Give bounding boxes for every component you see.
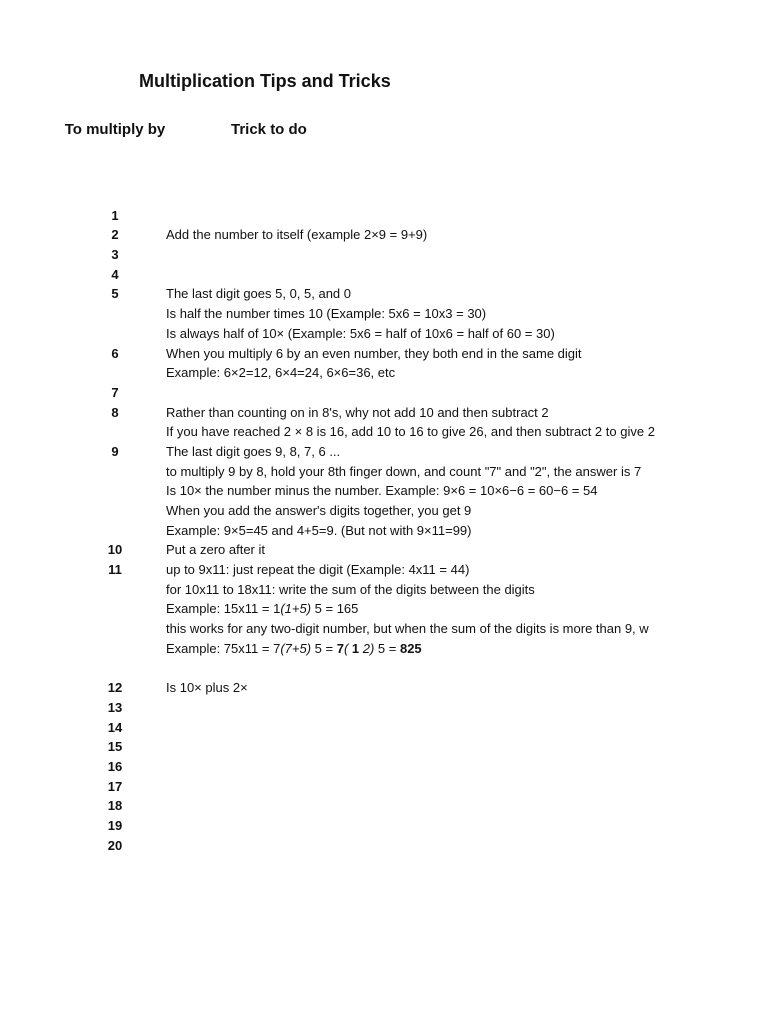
multiplier-number: 10: [107, 542, 123, 558]
multiplier-number: 13: [107, 699, 123, 715]
table-row: [0, 540, 684, 560]
table-row: [0, 442, 684, 462]
trick-text-segment: 1: [351, 640, 360, 656]
trick-text-segment: (7+5): [280, 640, 312, 656]
trick-text: Is always half of 10× (Example: 5x6 = half of 10x6 = half of 60 = 30): [166, 325, 555, 341]
trick-text: Example: 6×2=12, 6×4=24, 6×6=36, etc: [166, 365, 396, 381]
multiplier-number: 9: [111, 443, 119, 459]
trick-text: When you add the answer's digits together, you get 9: [166, 503, 472, 518]
multiplier-number: 16: [107, 758, 123, 774]
trick-text-segment: Example: 15x11 = 1: [166, 601, 281, 617]
column-header-multiply: To multiply by: [64, 121, 166, 138]
trick-text-segment: (1+5): [280, 601, 312, 617]
trick-text-segment: (: [343, 640, 352, 656]
trick-text: The last digit goes 9, 8, 7, 6 ...: [166, 443, 341, 459]
trick-text: If you have reached 2 × 8 is 16, add 10 to 16 to give 26, and then subtract 2 to give 2: [166, 424, 655, 440]
page-title: Multiplication Tips and Tricks: [139, 71, 391, 91]
trick-text-segment: 5 = 165: [311, 601, 359, 617]
multiplier-number: 20: [107, 837, 123, 853]
multiplier-number: 18: [107, 798, 123, 814]
table-row: [0, 265, 684, 285]
table-row: [0, 796, 684, 816]
trick-text: for 10x11 to 18x11: write the sum of the digits between the digits: [166, 581, 535, 597]
multiplier-number: 15: [107, 739, 123, 755]
table-row: [0, 206, 684, 226]
multiplier-number: 1: [111, 207, 119, 223]
trick-text-segment: 7: [336, 640, 344, 656]
table-row: [0, 718, 684, 738]
trick-text: Is 10× plus 2×: [166, 680, 248, 696]
trick-text: The last digit goes 5, 0, 5, and 0: [166, 286, 352, 302]
table-row: [0, 836, 684, 856]
table-row: [0, 462, 684, 482]
table-row: [0, 580, 684, 600]
trick-text: Example: 9×5=45 and 4+5=9. (But not with 9×11=99): [166, 522, 472, 538]
trick-text: [166, 599, 684, 619]
table-row: [0, 816, 684, 836]
trick-text-segment: Example: 75x11 = 7: [166, 640, 281, 656]
trick-text: When you multiply 6 by an even number, they both end in the same digit: [166, 345, 582, 361]
trick-text: Add the number to itself (example 2×9 = 9+9): [166, 227, 428, 243]
multiplier-number: 11: [108, 562, 122, 578]
trick-text-segment: 5 =: [311, 640, 337, 656]
table-row: [0, 521, 684, 541]
trick-text: to multiply 9 by 8, hold your 8th finger down, and count "7" and "2", the answer is 7: [166, 463, 642, 479]
table-row: [0, 757, 684, 777]
table-row: [0, 422, 684, 442]
trick-text: [166, 639, 684, 659]
trick-text-segment: 825: [399, 640, 422, 656]
table-row: [0, 363, 684, 383]
multiplier-number: 2: [111, 227, 119, 243]
multiplier-number: 14: [107, 719, 123, 735]
table-row: [0, 777, 684, 797]
trick-text-segment: 5 =: [374, 640, 400, 656]
table-row: [0, 737, 684, 757]
table-row: [0, 560, 684, 580]
table-row: [0, 481, 684, 501]
table-row: [0, 639, 684, 659]
multiplier-number: 6: [111, 345, 119, 361]
tips-table: [0, 186, 684, 855]
trick-text-segment: 2): [359, 640, 375, 656]
multiplier-number: 19: [107, 818, 123, 833]
column-header-trick: Trick to do: [231, 121, 307, 138]
multiplier-number: 7: [111, 384, 119, 400]
table-row: [0, 698, 684, 718]
trick-text: Rather than counting on in 8's, why not add 10 and then subtract 2: [166, 404, 549, 420]
multiplier-number: 12: [107, 680, 123, 696]
table-row: [0, 284, 684, 304]
table-row: [0, 659, 684, 679]
table-row: [0, 501, 684, 521]
table-row: [0, 344, 684, 364]
table-row: [0, 324, 684, 344]
table-row: [0, 225, 684, 245]
table-row: [0, 304, 684, 324]
table-row: [0, 186, 684, 206]
multiplier-number: 5: [111, 286, 119, 302]
table-row: [0, 619, 684, 639]
trick-text: up to 9x11: just repeat the digit (Example: 4x11 = 44): [166, 562, 470, 578]
trick-text: this works for any two-digit number, but when the sum of the digits is more than 9, w: [166, 621, 649, 637]
table-row: [0, 678, 684, 698]
multiplier-number: 8: [111, 404, 119, 420]
table-row: [0, 599, 684, 619]
table-row: [0, 403, 684, 423]
multiplier-number: 4: [111, 266, 119, 282]
table-row: [0, 245, 684, 265]
multiplier-number: 3: [111, 247, 119, 263]
trick-text: Put a zero after it: [166, 542, 265, 558]
table-row: [0, 383, 684, 403]
trick-text: Is 10× the number minus the number. Example: 9×6 = 10×6−6 = 60−6 = 54: [166, 483, 598, 499]
trick-text: Is half the number times 10 (Example: 5x6 = 10x3 = 30): [166, 306, 487, 322]
multiplier-number: 17: [107, 778, 123, 794]
